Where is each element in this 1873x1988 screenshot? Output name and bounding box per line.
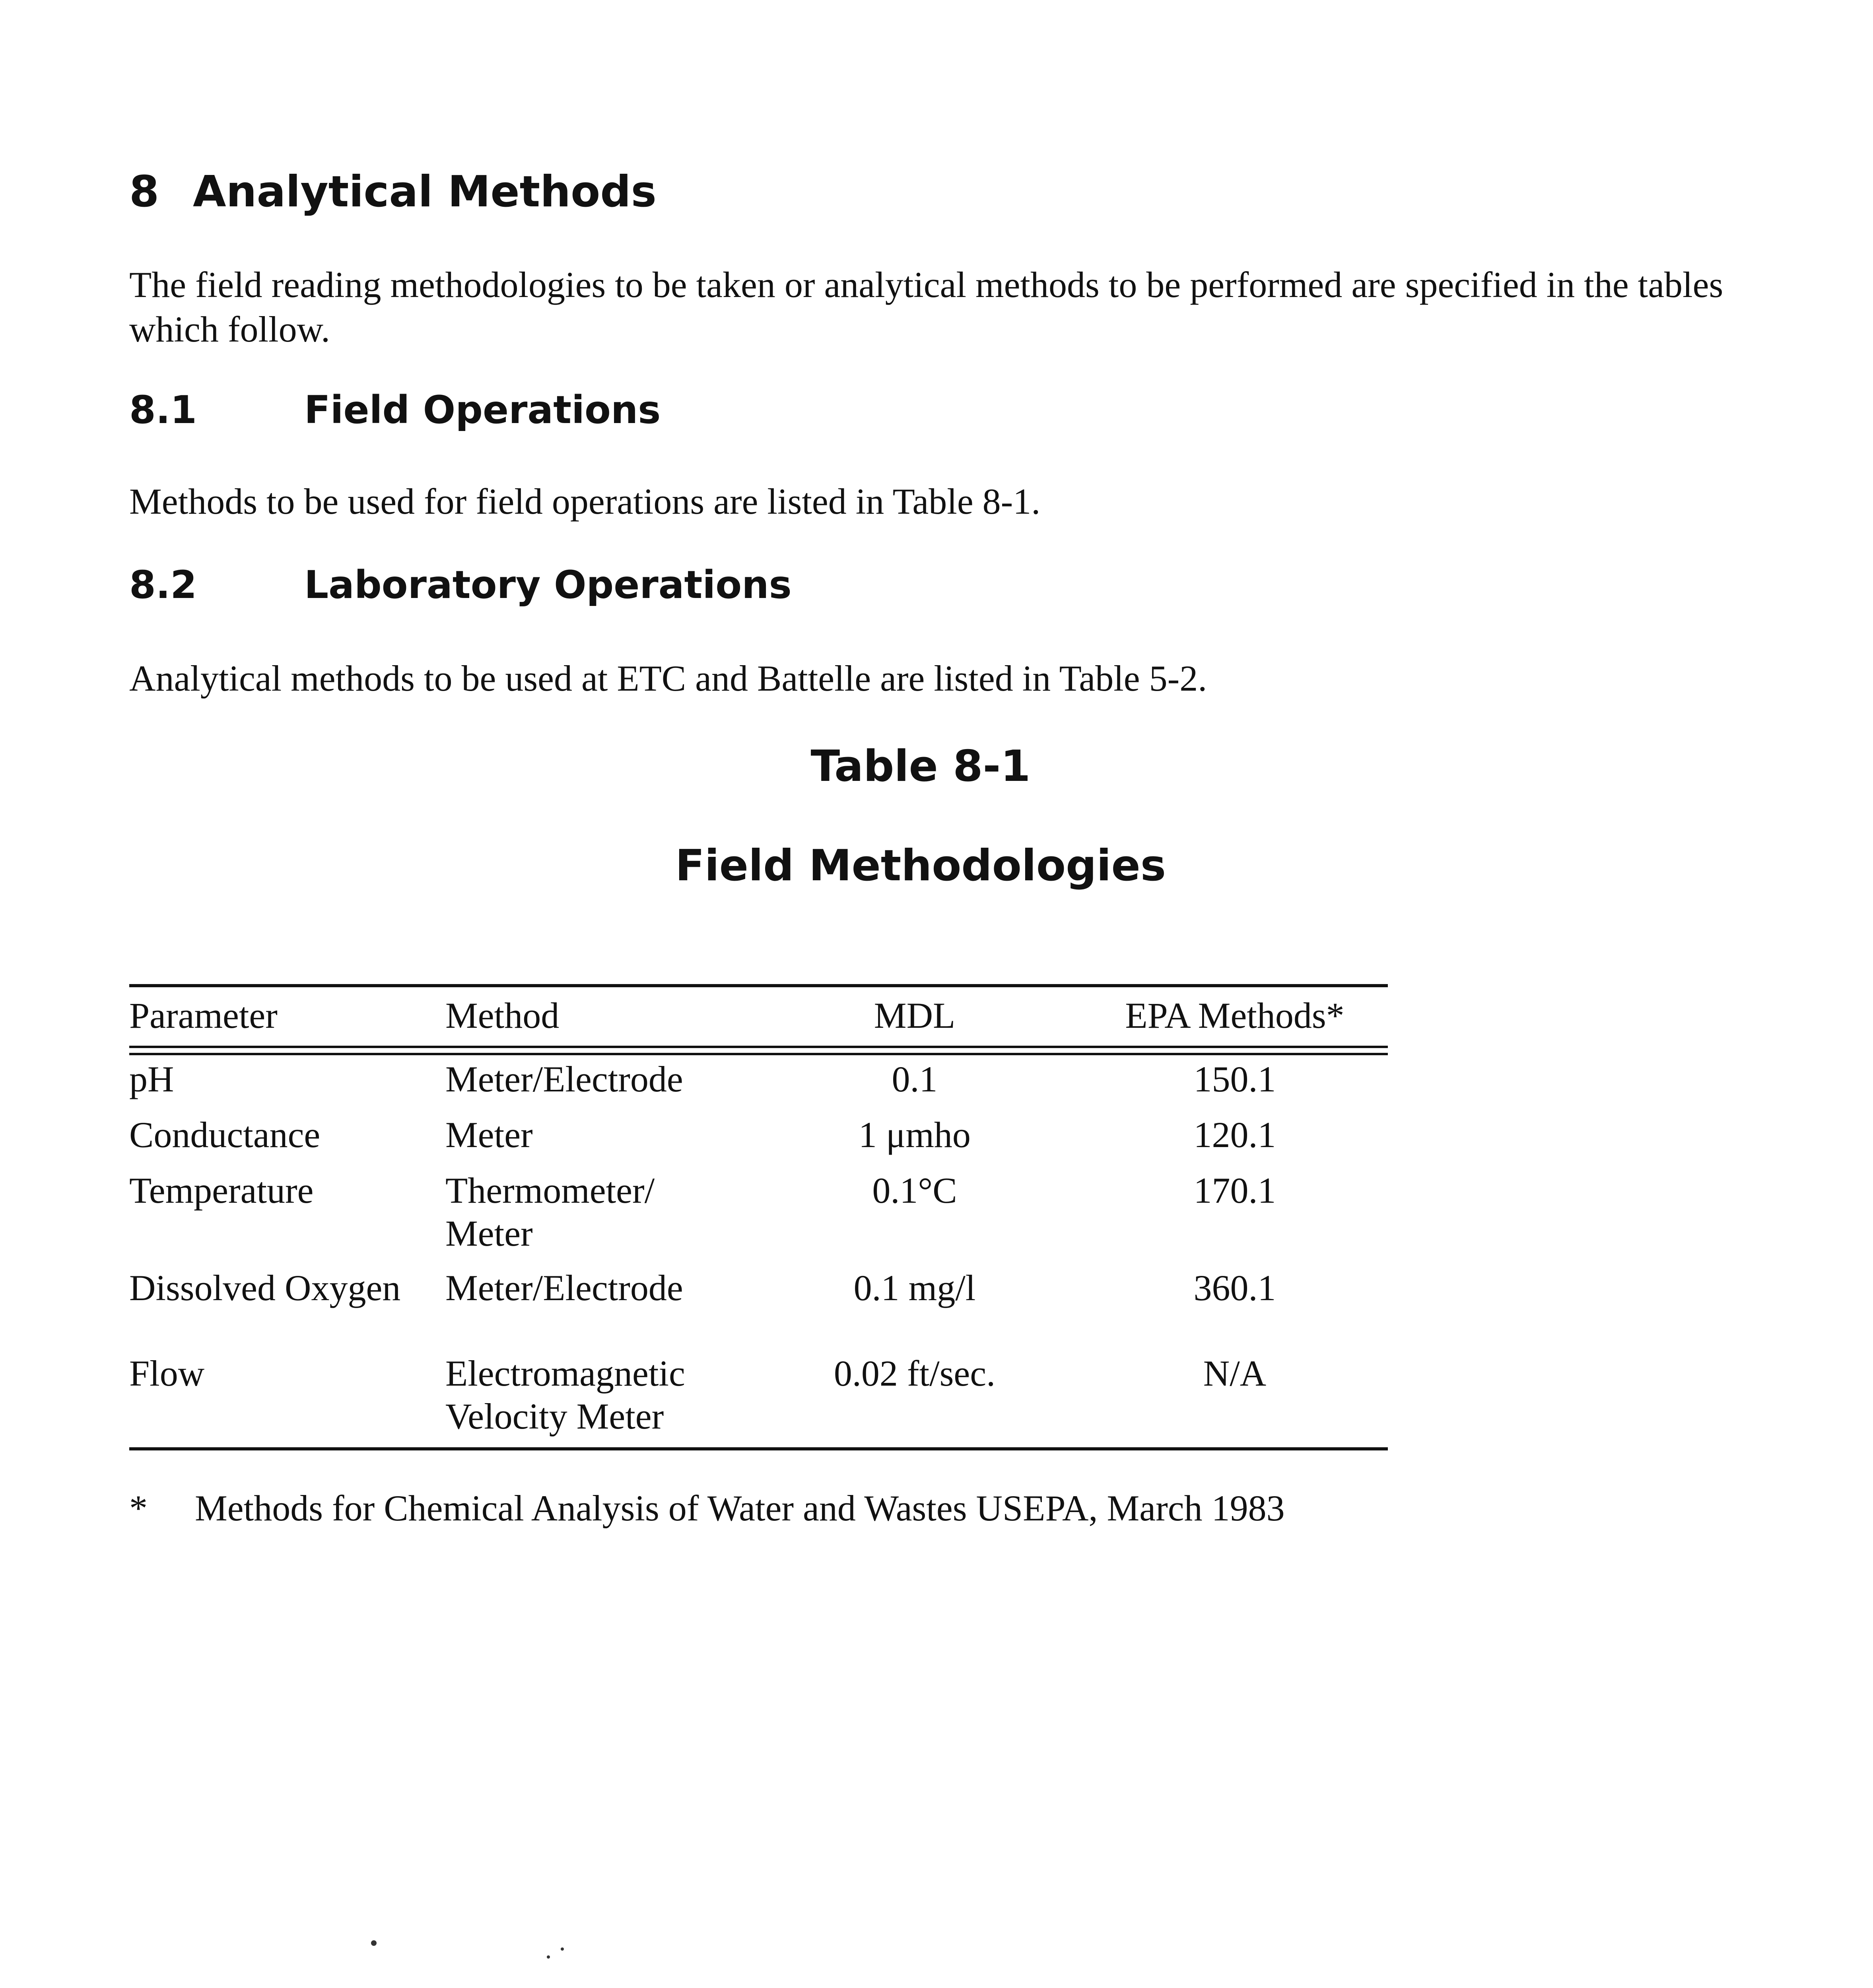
row-method-line2: Meter <box>445 1213 533 1254</box>
field-operations-text: Methods to be used for field operations are listed in Table 8-1. <box>129 481 1041 522</box>
table-bottom-rule <box>129 1447 1388 1450</box>
footnote-text: Methods for Chemical Analysis of Water and Wastes USEPA, March 1983 <box>195 1488 1285 1528</box>
subsection-title: Laboratory Operations <box>304 563 792 607</box>
row-epa: 170.1 <box>1193 1170 1276 1211</box>
row-mdl: 0.1 mg/l <box>853 1268 976 1308</box>
scan-speck <box>561 1947 564 1951</box>
row-method-line2: Velocity Meter <box>445 1396 664 1437</box>
laboratory-operations-text: Analytical methods to be used at ETC and Battelle are listed in Table 5-2. <box>129 658 1207 699</box>
table-footnote <box>129 1487 1285 1529</box>
row-epa: N/A <box>1203 1353 1267 1394</box>
row-parameter: Flow <box>129 1353 205 1394</box>
section-intro: The field reading methodologies to be taken or analytical methods to be performed are specified in the tables which follow. <box>129 264 1723 349</box>
header-rule-upper <box>129 1046 1388 1048</box>
subsection-heading-field-operations <box>129 388 661 432</box>
row-epa: 150.1 <box>1193 1059 1276 1099</box>
row-mdl: 0.02 ft/sec. <box>834 1353 996 1394</box>
table-label: Table 8-1 <box>810 742 1031 791</box>
row-mdl: 0.1°C <box>872 1170 957 1211</box>
subsection-heading-laboratory-operations <box>129 563 792 607</box>
row-epa: 120.1 <box>1193 1114 1276 1155</box>
header-epa-methods: EPA Methods* <box>1125 995 1345 1036</box>
subsection-title: Field Operations <box>304 388 661 432</box>
row-method: Meter <box>445 1114 533 1155</box>
scan-speck <box>547 1955 550 1959</box>
table-top-rule <box>129 984 1388 987</box>
footnote-marker: * <box>129 1488 148 1528</box>
header-rule-lower <box>129 1053 1388 1055</box>
header-method: Method <box>445 995 560 1036</box>
row-method: Meter/Electrode <box>445 1268 683 1308</box>
row-parameter: Temperature <box>129 1170 314 1211</box>
subsection-number: 8.1 <box>129 388 197 432</box>
row-parameter: pH <box>129 1059 174 1099</box>
scan-speck <box>371 1940 377 1946</box>
table-title: Field Methodologies <box>675 841 1166 891</box>
section-title: Analytical Methods <box>193 167 657 217</box>
header-mdl: MDL <box>874 995 956 1036</box>
section-heading <box>129 167 657 217</box>
header-parameter: Parameter <box>129 995 278 1036</box>
row-parameter: Conductance <box>129 1114 321 1155</box>
row-parameter: Dissolved Oxygen <box>129 1268 401 1308</box>
row-mdl: 1 μmho <box>859 1114 971 1155</box>
row-epa: 360.1 <box>1193 1268 1276 1308</box>
row-method: Thermometer/ <box>445 1170 655 1211</box>
row-method: Electromagnetic <box>445 1353 685 1394</box>
subsection-number: 8.2 <box>129 563 197 607</box>
section-number: 8 <box>129 167 159 217</box>
row-method: Meter/Electrode <box>445 1059 683 1099</box>
row-mdl: 0.1 <box>892 1059 938 1099</box>
